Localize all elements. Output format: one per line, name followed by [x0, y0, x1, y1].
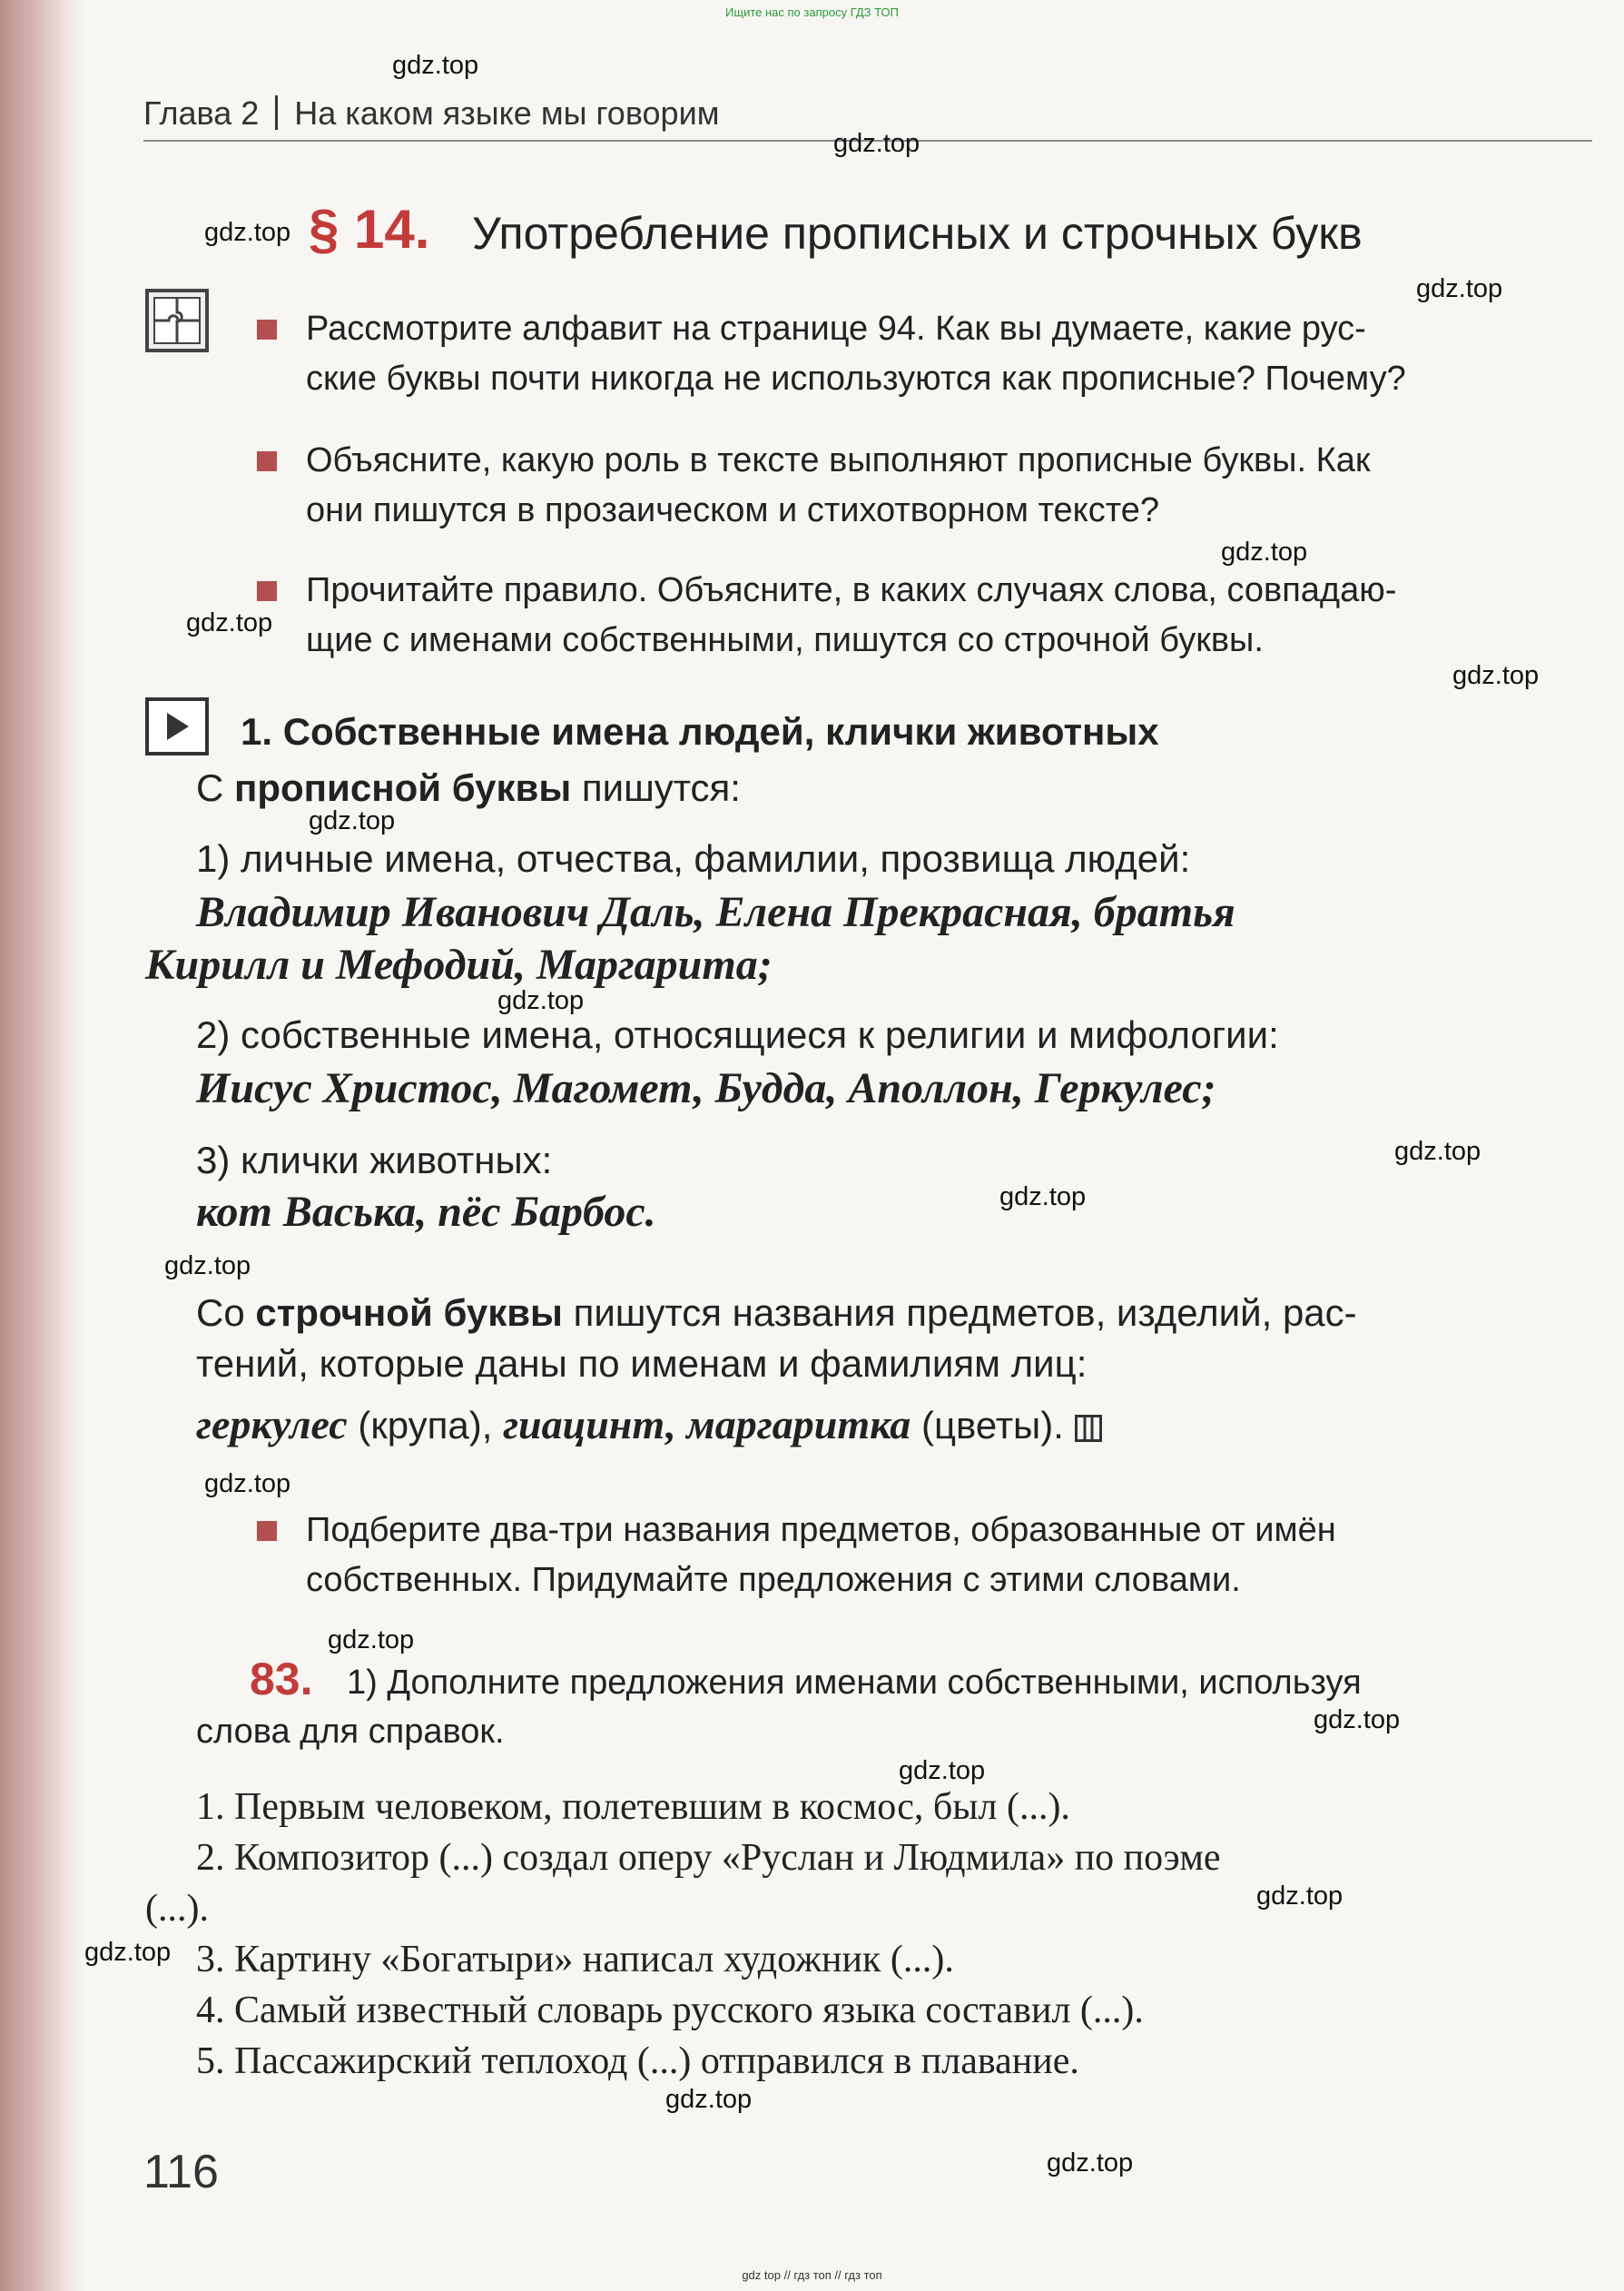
page-edge — [0, 0, 84, 2291]
task-3-line-1: Прочитайте правило. Объясните, в каких случаях слова, совпадаю- — [306, 571, 1397, 609]
paragraph-number: § 14. — [309, 199, 430, 260]
task-bullet — [257, 451, 277, 471]
rule-lower-example-1: геркулес — [196, 1401, 348, 1447]
watermark: gdz.top — [1221, 538, 1308, 567]
task-2-line-2: они пишутся в прозаическом и стихотворном тексте? — [306, 491, 1159, 529]
rule-lower-examples — [196, 1398, 1102, 1451]
rule-lower-note-1: (крупа), — [347, 1404, 504, 1447]
task-1-line-1: Рассмотрите алфавит на странице 94. Как вы думаете, какие рус- — [306, 310, 1366, 348]
watermark: gdz.top — [309, 806, 396, 835]
watermark: gdz.top — [1256, 1881, 1343, 1911]
watermark: gdz.top — [665, 2085, 753, 2114]
chapter-label: Глава 2 — [143, 94, 260, 132]
rule-item-3: 3) клички животных: — [196, 1139, 553, 1181]
watermark: gdz.top — [1314, 1705, 1401, 1734]
task-bullet — [257, 1521, 277, 1541]
chapter-header — [143, 94, 719, 133]
exercise-item-2-cont: (...). — [145, 1888, 209, 1930]
task-1-line-2: ские буквы почти никогда не используются как прописные? Почему? — [306, 360, 1406, 398]
rule-lower-line-1 — [196, 1288, 1357, 1338]
page-number: 116 — [143, 2146, 219, 2198]
watermark: gdz.top — [1047, 2148, 1134, 2177]
rule-lower-pre: Со — [196, 1291, 256, 1334]
top-note: Ищите нас по запросу ГДЗ ТОП — [725, 5, 899, 19]
watermark: gdz.top — [497, 986, 585, 1015]
rule-heading: 1. Собственные имена людей, клички животных — [241, 710, 1159, 753]
header-separator — [275, 95, 278, 130]
rule-item-1-example-1: Владимир Иванович Даль, Елена Прекрасная, братья — [196, 888, 1235, 936]
rule-lower-note-2: (цветы). — [910, 1404, 1064, 1447]
play-icon — [145, 697, 209, 755]
watermark: gdz.top — [204, 218, 291, 247]
watermark: gdz.top — [84, 1938, 172, 1967]
chapter-title: На каком языке мы говорим — [294, 94, 720, 132]
exercise-item-5: 5. Пассажирский теплоход (...) отправился в плавание. — [196, 2040, 1079, 2082]
rule-item-1: 1) личные имена, отчества, фамилии, прозвища людей: — [196, 837, 1191, 880]
rule-lower-line-2: тений, которые даны по именам и фамилиям лиц: — [196, 1342, 1088, 1385]
watermark: gdz.top — [164, 1251, 251, 1280]
exercise-item-3: 3. Картину «Богатыри» написал художник (...). — [196, 1939, 954, 1980]
rule-intro-post: пишутся: — [571, 766, 741, 809]
watermark: gdz.top — [1452, 661, 1540, 690]
rule-intro — [196, 763, 741, 814]
exercise-number: 83. — [250, 1654, 313, 1704]
task-3-line-2: щие с именами собственными, пишутся со строчной буквы. — [306, 621, 1264, 659]
exercise-item-2: 2. Композитор (...) создал оперу «Руслан и Людмила» по поэме — [196, 1837, 1221, 1879]
exercise-item-1: 1. Первым человеком, полетевшим в космос, был (...). — [196, 1786, 1070, 1828]
rule-intro-pre: С — [196, 766, 234, 809]
exercise-item-4: 4. Самый известный словарь русского языка составил (...). — [196, 1990, 1144, 2031]
rule-lower-post: пишутся названия предметов, изделий, рас- — [562, 1291, 1357, 1334]
watermark: gdz.top — [1416, 274, 1503, 303]
task-4-line-1: Подберите два-три названия предметов, образованные от имён — [306, 1511, 1336, 1549]
table-icon — [1075, 1415, 1102, 1442]
rule-lower-bold: строчной буквы — [255, 1291, 563, 1334]
puzzle-icon — [145, 289, 209, 352]
watermark: gdz.top — [204, 1469, 291, 1498]
rule-item-2: 2) собственные имена, относящиеся к религии и мифологии: — [196, 1013, 1279, 1056]
watermark: gdz.top — [1394, 1137, 1481, 1166]
exercise-line-1: 1) Дополните предложения именами собственными, используя — [347, 1664, 1362, 1702]
task-2-line-1: Объясните, какую роль в тексте выполняют прописные буквы. Как — [306, 441, 1371, 479]
watermark: gdz.top — [833, 129, 920, 158]
rule-item-1-example-2: Кирилл и Мефодий, Маргарита; — [145, 941, 773, 989]
rule-item-2-example: Иисус Христос, Магомет, Будда, Аполлон, Геркулес; — [196, 1064, 1216, 1112]
watermark: gdz.top — [392, 51, 479, 80]
task-bullet — [257, 320, 277, 340]
bottom-note: gdz top // гдз топ // гдз топ — [742, 2268, 882, 2282]
watermark: gdz.top — [999, 1182, 1087, 1211]
watermark: gdz.top — [186, 608, 273, 637]
rule-intro-bold: прописной буквы — [234, 766, 572, 809]
task-bullet — [257, 581, 277, 601]
rule-lower-example-2: гиацинт, маргаритка — [503, 1401, 911, 1447]
exercise-line-2: слова для справок. — [196, 1713, 505, 1751]
rule-item-3-example: кот Васька, пёс Барбос. — [196, 1188, 656, 1236]
watermark: gdz.top — [328, 1625, 415, 1654]
watermark: gdz.top — [899, 1756, 986, 1785]
task-4-line-2: собственных. Придумайте предложения с этими словами. — [306, 1561, 1241, 1599]
paragraph-title: Употребление прописных и строчных букв — [472, 208, 1363, 259]
